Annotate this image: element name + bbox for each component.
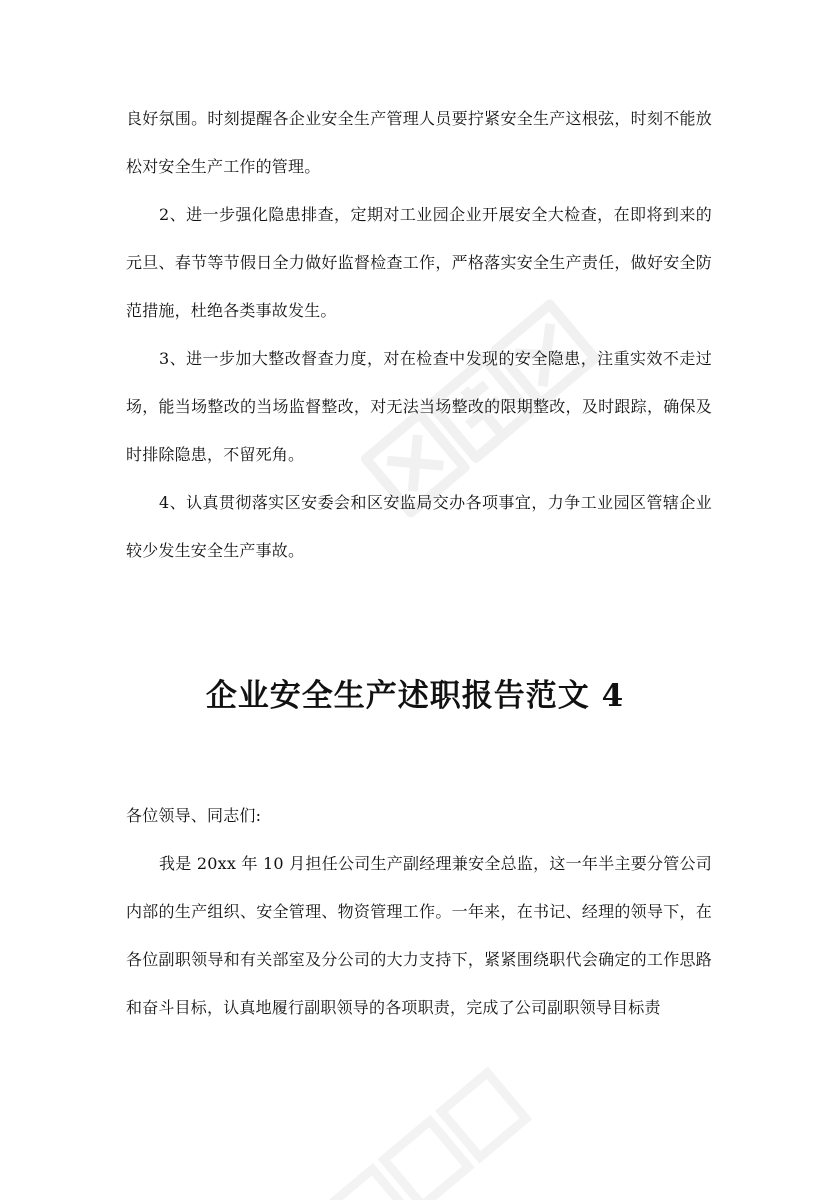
paragraph-continuation: 良好氛围。时刻提醒各企业安全生产管理人员要拧紧安全生产这根弦，时刻不能放松对安全生产工作的管理。 [126, 109, 712, 176]
greeting: 各位领导、同志们: [126, 806, 262, 825]
top-paragraphs [126, 95, 712, 575]
paragraph-item-3: 3、进一步加大整改督查力度，对在检查中发现的安全隐患，注重实效不走过场，能当场整改的当场监督整改，对无法当场整改的限期整改，及时跟踪，确保及时排除隐患，不留死角。 [126, 349, 712, 464]
paragraph-item-2: 2、进一步强化隐患排查，定期对工业园企业开展安全大检查，在即将到来的元旦、春节等节假日全力做好监督检查工作，严格落实安全生产责任，做好安全防范措施，杜绝各类事故发生。 [126, 205, 712, 320]
watermark-logo-partial-icon [300, 1040, 560, 1200]
section-title: 企业安全生产述职报告范文 4 [205, 678, 625, 714]
paragraph-item-4: 4、认真贯彻落实区安委会和区安监局交办各项事宜，力争工业园区管辖企业较少发生安全生产事故。 [126, 493, 712, 560]
report-body [126, 792, 712, 1032]
paragraph-main: 我是 20xx 年 10 月担任公司生产副经理兼安全总监，这一年半主要分管公司内部的生产组织、安全管理、物资管理工作。一年来，在书记、经理的领导下，在各位副职领导和有关部室及分公司的大力支持下，紧紧围绕职代会确定的工作思路和奋斗目标，认真地履行副职领导的各项职责，完成了公司副职领导目标责 [126, 854, 712, 1017]
